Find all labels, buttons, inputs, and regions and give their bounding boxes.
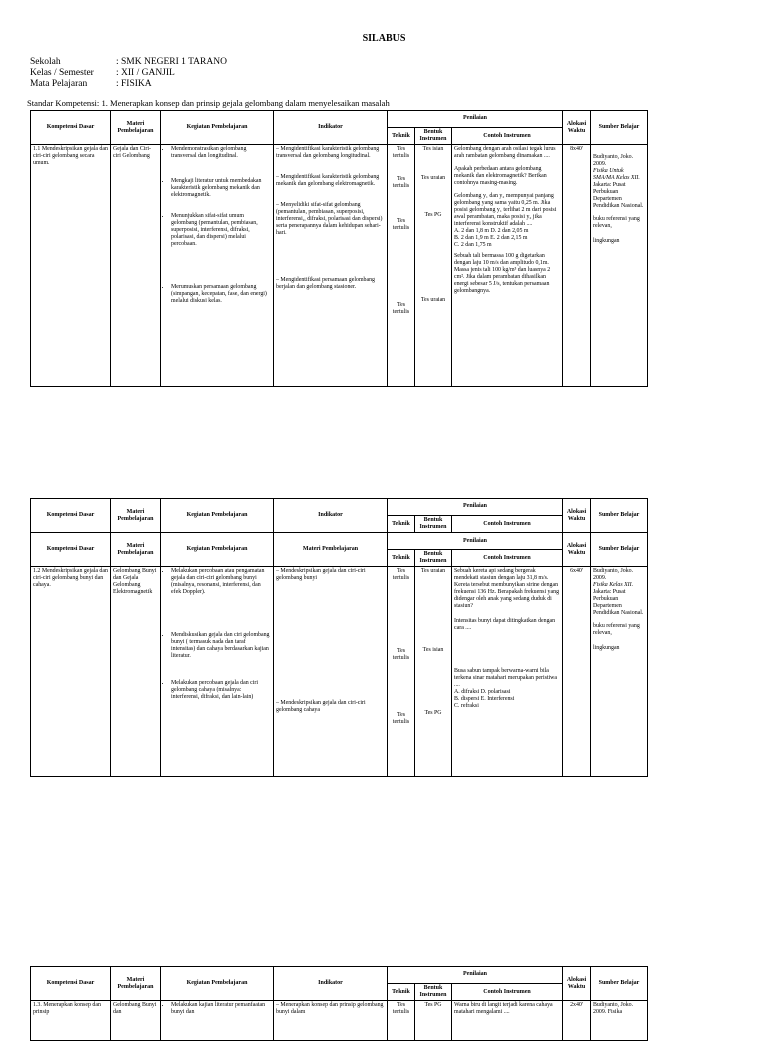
- header-alokasi: Alokasi Waktu: [563, 499, 591, 533]
- kegiatan-item: • Mendemonstrasikan gelombang transversal dan longitudinal.: [171, 146, 271, 160]
- header-teknik: Teknik: [388, 984, 415, 1001]
- sumber-item: lingkungan: [593, 237, 620, 244]
- kegiatan-cell: [161, 1001, 274, 1041]
- indikator-cell: – Menerapkan konsep dan prinsip gelombang bunyi dalam: [274, 1001, 388, 1041]
- indikator-item: Mendeskripsikan gejala dan ciri-ciri gelombang bunyi: [276, 568, 366, 582]
- contoh-option: C. refraksi: [454, 702, 479, 709]
- sumber-item: Fisika Kelas XII.: [593, 582, 634, 589]
- meta-label: Sekolah: [30, 57, 61, 67]
- standard-competence: Standar Kompetensi: 1. Menerapkan konsep dan prinsip gejala gelombang dalam menyelesaikan masalah: [27, 98, 390, 108]
- bentuk-item: Tes PG: [424, 710, 442, 717]
- meta-value: : FISIKA: [116, 79, 152, 89]
- header-alokasi: Alokasi Waktu: [563, 967, 591, 1001]
- indikator-item: Menyelidiki sifat-sifat gelombang (pemantulan, pembiasan, superposisi, interferensi,, difraksi, polarisasi dan dispersi) serta penerapannya dalam kehidupan sehari-hari.: [276, 202, 383, 236]
- header-kegiatan: Kegiatan Pembelajaran: [161, 111, 274, 145]
- bentuk-item: Tes uraian: [420, 297, 446, 304]
- kegiatan-item: • Melakukan percobaan atau pengamatan gejala dan ciri-ciri gelombang bunyi (misalnya, resonansi, interferensi, dan efek Doppler).: [171, 568, 271, 596]
- table-row: [31, 145, 648, 387]
- header-materi: Materi Pembelajaran: [111, 111, 161, 145]
- contoh-item: Sebuah kereta api sedang bergerak mendekati stasiun dengan laju 31,8 m/s. Kereta tersebut membunyikan sirine dengan frekuensi 136 Hz. Berapakah frekuensi yang didengar oleh anak yang sedang duduk di stasiun?: [454, 568, 560, 610]
- header-indikator: Indikator: [274, 111, 388, 145]
- sumber-item: Jakarta: Pusat Perbukuan Departemen Pendidikan Nasional.: [593, 182, 644, 209]
- header-indikator: Indikator: [274, 499, 388, 533]
- header-penilaian: Penilaian: [388, 533, 563, 550]
- kegiatan-item: • Mengkaji literatur untuk membedakan karakteristik gelombang mekanik dan elektromagnetik.: [171, 178, 271, 199]
- contoh-option: B. 2 dan 1,9 m E. 2 dan 2,15 m: [454, 234, 528, 241]
- kegiatan-item: • Melakukan percobaan gejala dan ciri gelombang cahaya (misalnya: interferensi, difraksi, dan lain-lain): [171, 680, 271, 701]
- indikator-item: Mengidentifikasi persamaan gelombang berjalan dan gelombang stasioner.: [276, 276, 375, 290]
- kegiatan-cell: [161, 567, 274, 777]
- header-penilaian: Penilaian: [388, 111, 563, 128]
- syllabus-table-1: [30, 110, 648, 387]
- contoh-item: Sebuah tali bermassa 100 g digetarkan dengan laju 10 m/s dan amplitudo 0,1m. Massa jenis tali 100 kg/m³ dan luasnya 2 cm². Jika dalam perambatan dihasilkan energi sebesar 5 J/s, tentukan persamaan gelombangnya.: [454, 252, 551, 294]
- header-kd: Kompetensi Dasar: [31, 967, 111, 1001]
- teknik-item: Tes tertulis: [392, 218, 410, 231]
- contoh-item: Gelombang y₁ dan y₂ mempunyai panjang gelombang yang sama yaitu 0,25 m. Jika posisi gelombang y₁ terlihat 2 m dari posisi awal perambatan, maka posisi y₂ jika interferensi konstruktif adalah ....: [454, 193, 557, 227]
- header-contoh: Contoh Instrumen: [452, 516, 563, 533]
- teknik-item: Tes tertulis: [392, 648, 410, 662]
- contoh-item: Intensitas bunyi dapat ditingkatkan dengan cara ....: [454, 618, 556, 632]
- bentuk-cell: [415, 567, 452, 777]
- header-bentuk: Bentuk Instrumen: [415, 516, 452, 533]
- sumber-item: buku referensi yang relevan,: [593, 623, 640, 637]
- alokasi-cell: 8x40': [563, 145, 591, 387]
- header-bentuk: Bentuk Instrumen: [415, 128, 452, 145]
- header-teknik: Teknik: [388, 550, 415, 567]
- kd-cell: 1.1 Mendeskripsikan gejala dan ciri-ciri gelombang secara umum.: [31, 145, 111, 387]
- header-bentuk: Bentuk Instrumen: [415, 984, 452, 1001]
- bentuk-item: Tes isian: [422, 647, 444, 654]
- header-alokasi: Alokasi Waktu: [563, 111, 591, 145]
- indikator-item: Mengidentifikasi karakteristik gelombang transversal dan gelombang longitudinal.: [276, 146, 380, 160]
- kd-cell: 1.2 Mendeskripsikan gejala dan ciri-ciri gelombang bunyi dan cahaya.: [31, 567, 111, 777]
- teknik-item: Tes tertulis: [392, 301, 410, 315]
- kegiatan-item: • Melakukan kajian literatur pemanfaatan bunyi dan: [171, 1002, 271, 1016]
- contoh-cell: Warna biru di langit terjadi karena cahaya matahari mengalami ....: [452, 1001, 563, 1041]
- header-indikator-materi: Materi Pembelajaran: [274, 533, 388, 567]
- header-bentuk: Bentuk Instrumen: [415, 550, 452, 567]
- materi-cell: Gejala dan Ciri-ciri Gelombang: [111, 145, 161, 387]
- header-kd: Kompetensi Dasar: [31, 533, 111, 567]
- sumber-item: Budiyanto, Joko. 2009.: [593, 154, 634, 168]
- contoh-option: B. dispersi E. Interferensi: [454, 695, 515, 702]
- header-sumber: Sumber Belajar: [591, 533, 648, 567]
- header-kd: Kompetensi Dasar: [31, 499, 111, 533]
- bentuk-item: Tes PG: [424, 212, 442, 219]
- contoh-option: A. difraksi D. polarisasi: [454, 688, 511, 695]
- contoh-item: Busa sabun tampak berwarna-warni bila terkena sinar matahari merupakan peristiwa ....: [454, 668, 558, 688]
- teknik-item: Tes tertulis: [392, 568, 410, 582]
- bentuk-item: Tes uraian: [420, 568, 446, 575]
- header-materi: Materi Pembelajaran: [111, 499, 161, 533]
- syllabus-table-2: [30, 498, 648, 777]
- header-penilaian: Penilaian: [388, 499, 563, 516]
- sumber-item: lingkungan: [593, 645, 620, 652]
- bentuk-cell: Tes PG: [415, 1001, 452, 1041]
- teknik-cell: [388, 145, 415, 387]
- indikator-item: Mengidentifikasi karakteristik gelombang mekanik dan gelombang elektromagnetik.: [276, 174, 380, 188]
- header-teknik: Teknik: [388, 516, 415, 533]
- indikator-cell: – Mendeskripsikan gejala dan ciri-ciri gelombang bunyi – Mendeskripsikan gejala dan ciri-ciri gelombang cahaya: [274, 567, 388, 777]
- kegiatan-cell: [161, 145, 274, 387]
- contoh-option: A. 2 dan 1,8 m D. 2 dan 2,05 m: [454, 227, 529, 234]
- contoh-option: C. 2 dan 1,75 m: [454, 241, 492, 248]
- meta-label: Mata Pelajaran: [30, 79, 88, 89]
- header-alokasi: Alokasi Waktu: [563, 533, 591, 567]
- bentuk-item: Tes isian: [422, 146, 444, 153]
- header-kegiatan: Kegiatan Pembelajaran: [161, 533, 274, 567]
- header-sumber: Sumber Belajar: [591, 967, 648, 1001]
- contoh-cell: [452, 567, 563, 777]
- bentuk-item: Tes uraian: [420, 175, 446, 182]
- materi-cell: Gelombang Bunyi dan: [111, 1001, 161, 1041]
- header-kegiatan: Kegiatan Pembelajaran: [161, 499, 274, 533]
- document-title: SILABUS: [362, 33, 406, 44]
- table-row: [31, 1001, 648, 1041]
- kegiatan-item: • Merumuskan persamaan gelombang (simpangan, kecepatan, fase, dan energi) melalui diskusi kelas.: [171, 284, 271, 305]
- kegiatan-item: • Menunjukkan sifat-sifat umum gelombang (pemantulan, pembiasan, superposisi, interferensi, difraksi, polarisasi, dan dispersi) melalui percobaan.: [171, 213, 271, 248]
- syllabus-table-3: [30, 966, 648, 1041]
- sumber-cell: Budiyanto, Joko. 2009. Fisika: [591, 1001, 648, 1041]
- sumber-item: Budiyanto, Joko. 2009.: [593, 568, 634, 582]
- header-teknik: Teknik: [388, 128, 415, 145]
- meta-value: : XII / GANJIL: [116, 68, 175, 78]
- header-contoh: Contoh Instrumen: [452, 128, 563, 145]
- header-indikator: Indikator: [274, 967, 388, 1001]
- sumber-item: Jakarta: Pusat Perbukuan Departemen Pendidikan Nasional.: [593, 589, 644, 617]
- sumber-cell: [591, 145, 648, 387]
- kegiatan-item: • Mendiskusikan gejala dan ciri gelombang bunyi ( termasuk nada dan taraf intensitas) dan cahaya berdasarkan kajian literatur.: [171, 632, 271, 660]
- teknik-cell: Tes tertulis: [388, 1001, 415, 1041]
- kd-cell: 1.3. Menerapkan konsep dan prinsip: [31, 1001, 111, 1041]
- alokasi-cell: 6x40': [563, 567, 591, 777]
- materi-cell: Gelombang Bunyi dan Gejala Gelombang Elektromagnetik: [111, 567, 161, 777]
- header-sumber: Sumber Belajar: [591, 499, 648, 533]
- indikator-item: Mendeskripsikan gejala dan ciri-ciri gelombang cahaya: [276, 700, 366, 714]
- sumber-cell: [591, 567, 648, 777]
- contoh-item: Gelombang dengan arah osilasi tegak lurus arah rambatan gelombang dinamakan ....: [454, 146, 556, 160]
- meta-value: : SMK NEGERI 1 TARANO: [116, 57, 227, 67]
- header-contoh: Contoh Instrumen: [452, 550, 563, 567]
- contoh-cell: [452, 145, 563, 387]
- header-materi: Materi Pembelajaran: [111, 967, 161, 1001]
- contoh-item: Apakah perbedaan antara gelombang mekanik dan elektromagnetik? Berikan contohnya masing-masing.: [454, 166, 547, 187]
- teknik-item: Tes tertulis: [392, 146, 410, 160]
- indikator-cell: – Mengidentifikasi karakteristik gelombang transversal dan gelombang longitudinal. – Mengidentifikasi karakteristik gelombang mekanik dan gelombang elektromagnetik. – Menyelidiki sifat-sifat gelombang (pemantulan, pembiasan, superposisi, interferensi,, difraksi, polarisasi dan dispersi) serta penerapannya dalam kehidupan sehari-hari. – Mengidentifikasi persamaan gelombang berjalan dan gelombang stasioner.: [274, 145, 388, 387]
- indikator-item: Menerapkan konsep dan prinsip gelombang bunyi dalam: [276, 1002, 384, 1016]
- header-penilaian: Penilaian: [388, 967, 563, 984]
- bentuk-cell: [415, 145, 452, 387]
- teknik-cell: [388, 567, 415, 777]
- header-materi: Materi Pembelajaran: [111, 533, 161, 567]
- teknik-item: Tes tertulis: [392, 712, 410, 726]
- header-kd: Kompetensi Dasar: [31, 111, 111, 145]
- header-sumber: Sumber Belajar: [591, 111, 648, 145]
- meta-label: Kelas / Semester: [30, 68, 94, 78]
- sumber-item: buku referensi yang relevan,: [593, 215, 640, 229]
- header-kegiatan: Kegiatan Pembelajaran: [161, 967, 274, 1001]
- teknik-item: Tes tertulis: [392, 176, 410, 190]
- sumber-item: Fisika Untuk SMA/MA Kelas XII.: [593, 168, 640, 182]
- header-contoh: Contoh Instrumen: [452, 984, 563, 1001]
- alokasi-cell: 2x40': [563, 1001, 591, 1041]
- table-row: [31, 567, 648, 777]
